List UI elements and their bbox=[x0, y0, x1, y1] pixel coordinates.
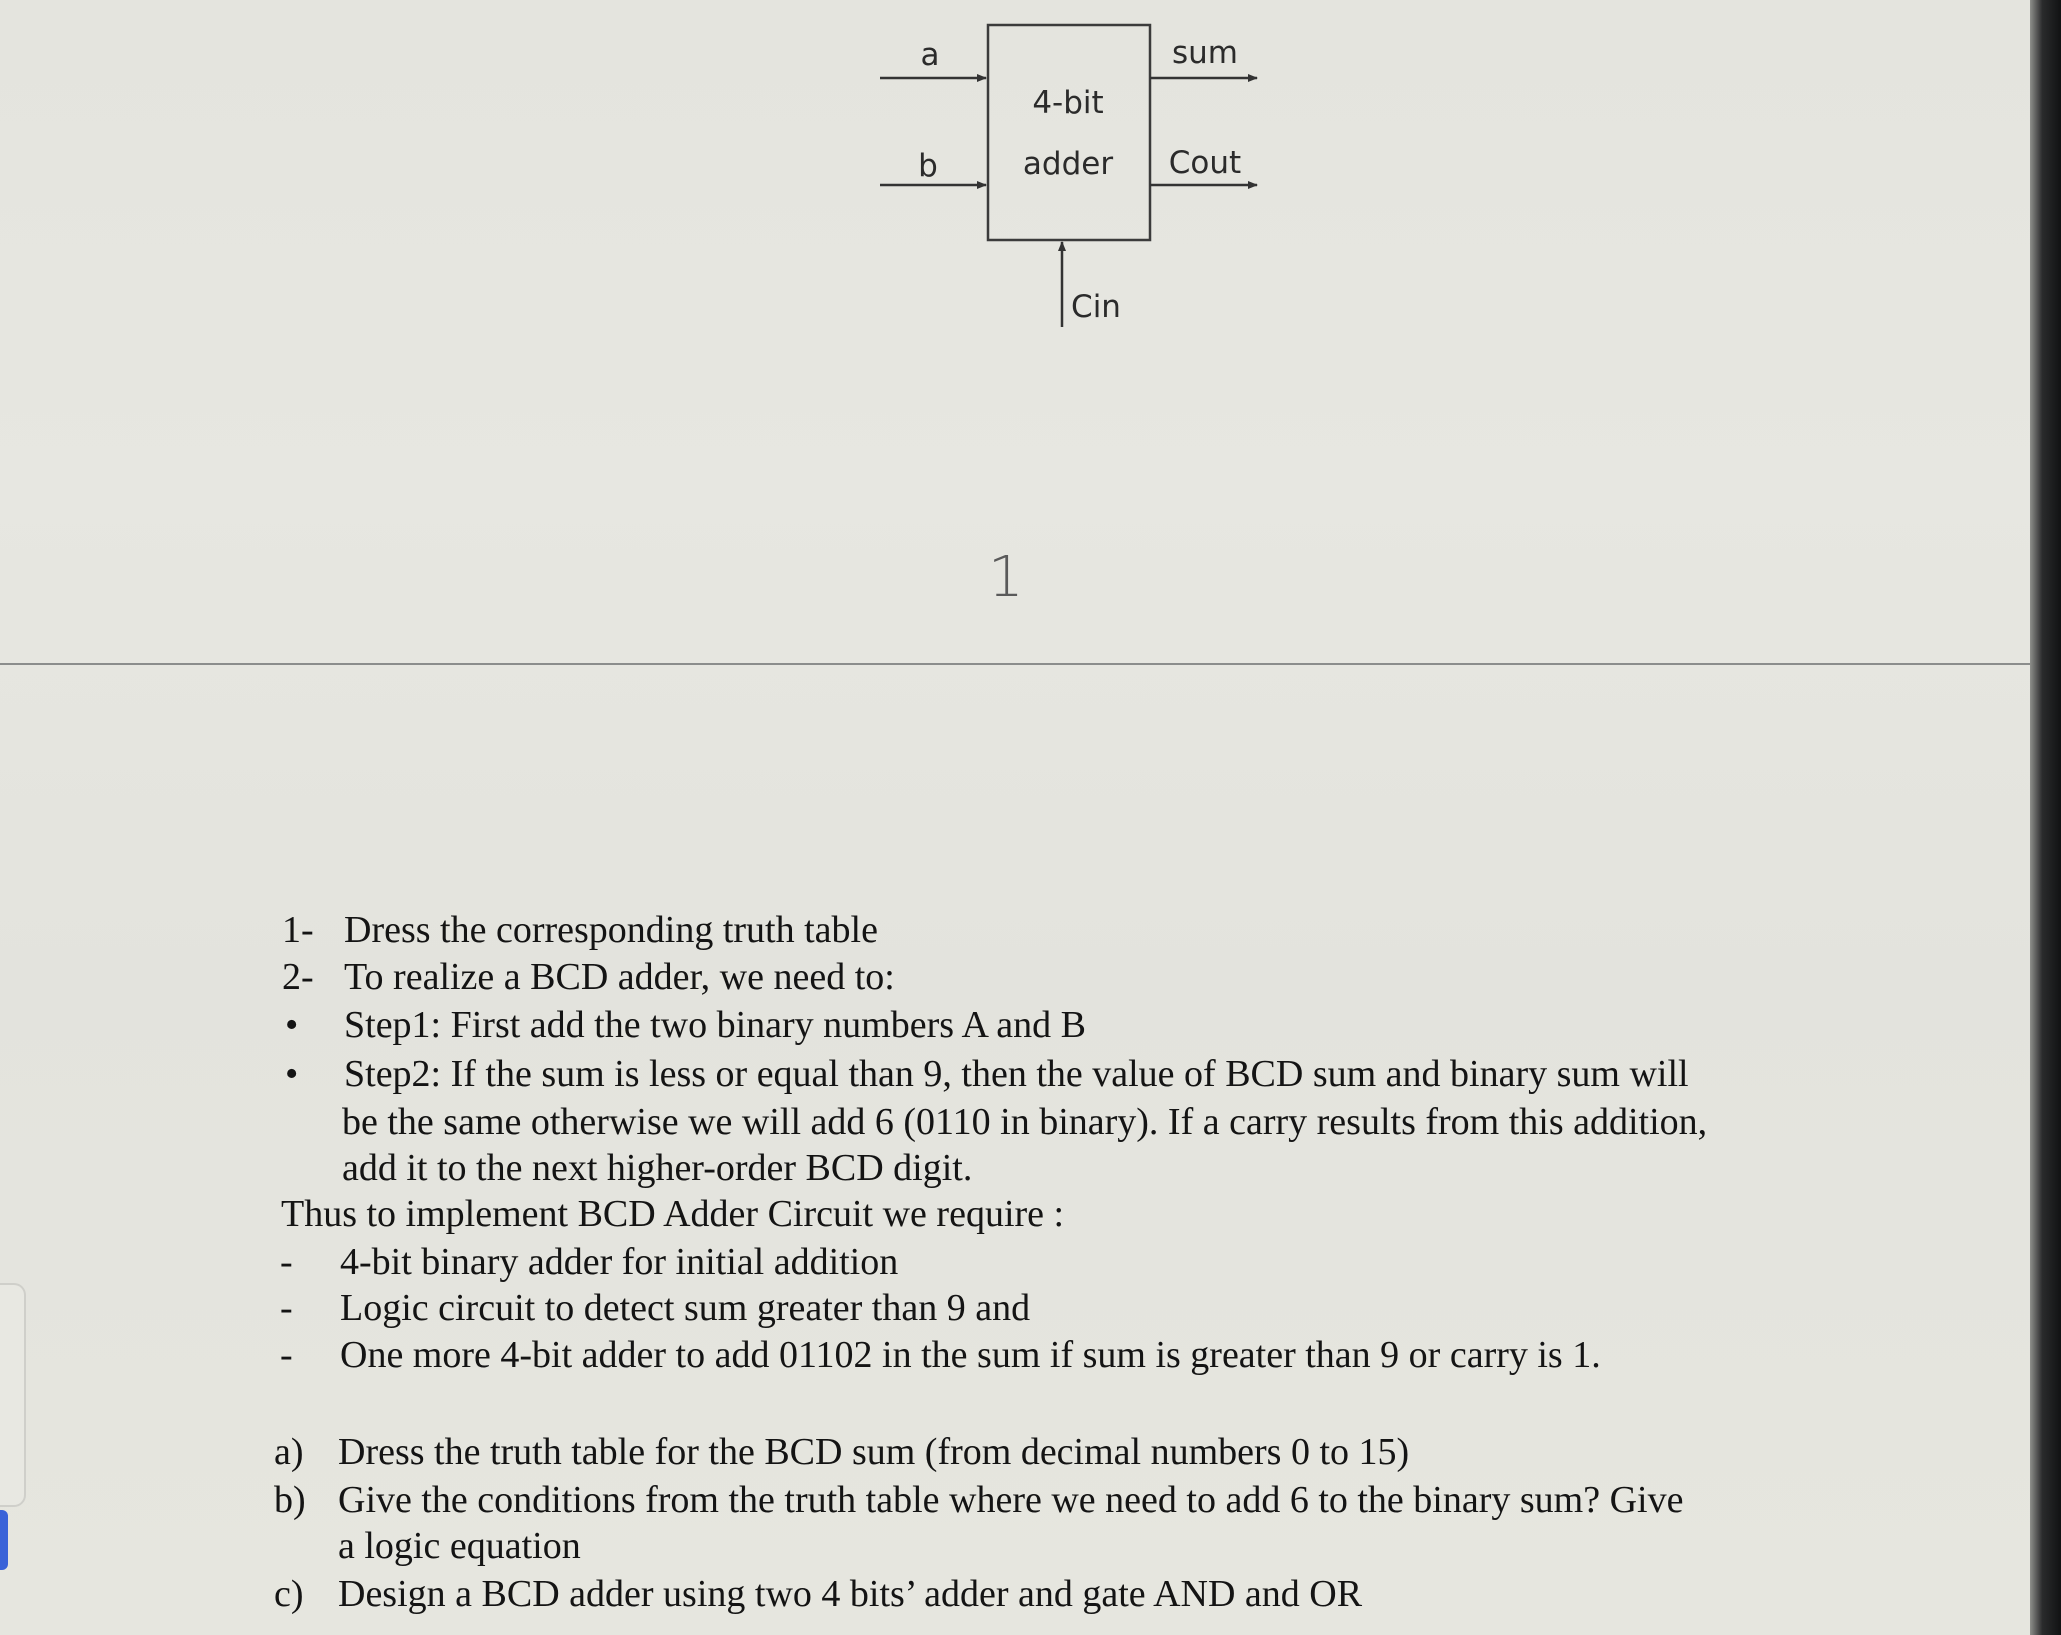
list-item: Dress the corresponding truth table bbox=[344, 909, 878, 951]
block-label-line1: 4-bit bbox=[1032, 85, 1104, 121]
list-item: Logic circuit to detect sum greater than 9 and bbox=[340, 1287, 1031, 1329]
input-a-label: a bbox=[920, 37, 940, 73]
list-marker: 1- bbox=[282, 909, 314, 951]
page-number: 1 bbox=[988, 545, 1024, 610]
output-sum-label: sum bbox=[1172, 35, 1238, 71]
requirements-intro: Thus to implement BCD Adder Circuit we require : bbox=[281, 1193, 1065, 1235]
dash-marker: - bbox=[280, 1334, 293, 1376]
dash-marker: - bbox=[280, 1241, 293, 1283]
block-label-line2: adder bbox=[1022, 146, 1114, 182]
question-text: Give the conditions from the truth table where we need to add 6 to the binary sum? Give bbox=[338, 1479, 1684, 1521]
list-item: One more 4-bit adder to add 01102 in the sum if sum is greater than 9 or carry is 1. bbox=[340, 1334, 1601, 1376]
list-item-line: add it to the next higher-order BCD digit. bbox=[342, 1147, 973, 1189]
question-text: a logic equation bbox=[338, 1525, 581, 1567]
question-marker: a) bbox=[274, 1431, 304, 1473]
list-item: Step1: First add the two binary numbers A and B bbox=[344, 1004, 1087, 1046]
list-marker: 2- bbox=[282, 956, 314, 998]
question-marker: c) bbox=[274, 1573, 304, 1615]
bullet-marker: • bbox=[285, 1053, 299, 1095]
screen-bezel bbox=[2030, 0, 2061, 1635]
list-item-line: be the same otherwise we will add 6 (0110 in binary). If a carry results from this addition, bbox=[342, 1101, 1708, 1143]
question-text: Dress the truth table for the BCD sum (from decimal numbers 0 to 15) bbox=[338, 1431, 1410, 1473]
output-cout-label: Cout bbox=[1168, 145, 1242, 181]
list-item: 4-bit binary adder for initial addition bbox=[340, 1241, 899, 1283]
dash-marker: - bbox=[280, 1287, 293, 1329]
question-text: Design a BCD adder using two 4 bits’ adder and gate AND and OR bbox=[338, 1573, 1363, 1615]
question-marker: b) bbox=[274, 1479, 306, 1521]
input-b-label: b bbox=[918, 148, 938, 184]
bullet-marker: • bbox=[285, 1004, 299, 1046]
input-cin-label: Cin bbox=[1071, 289, 1121, 325]
list-item: To realize a BCD adder, we need to: bbox=[344, 956, 895, 998]
list-item-line: Step2: If the sum is less or equal than 9, then the value of BCD sum and binary sum will bbox=[344, 1053, 1689, 1095]
